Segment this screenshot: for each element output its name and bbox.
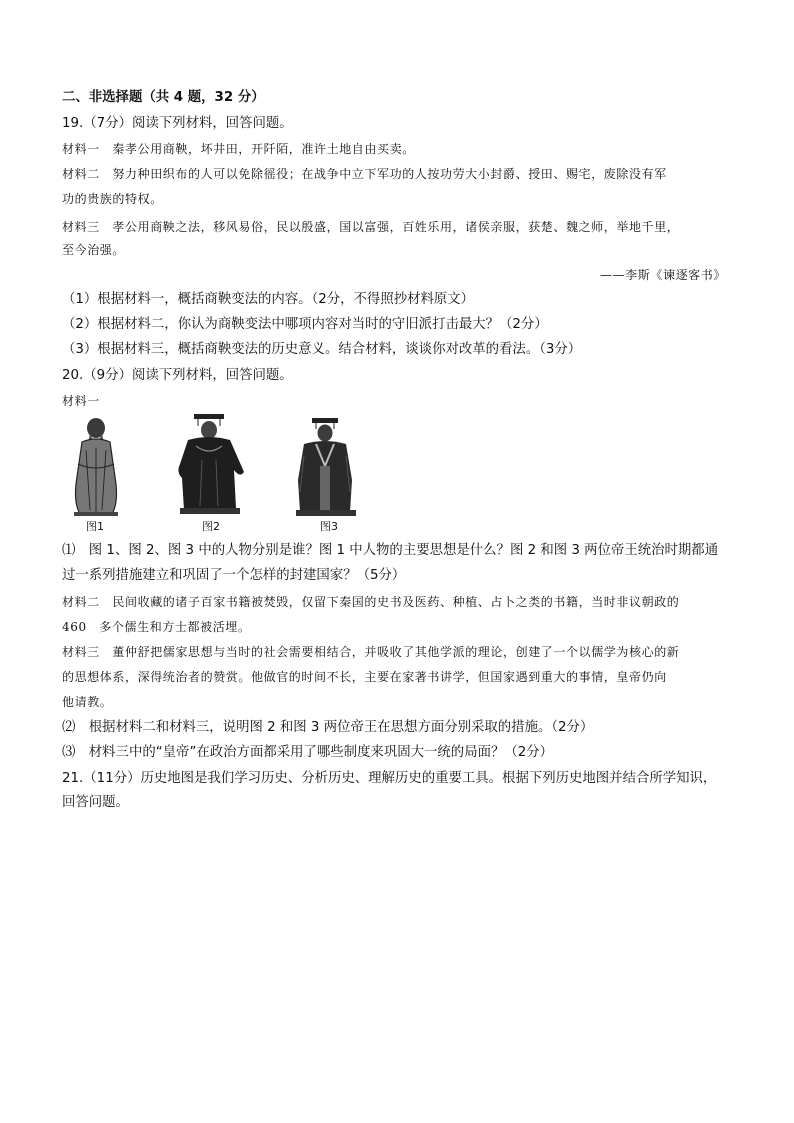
- figure-2-image: [172, 412, 248, 518]
- q20-material-2-line2: 460 多个儒生和方士都被活埋。: [62, 620, 251, 634]
- q19-source: ——李斯《谏逐客书》: [599, 268, 726, 282]
- q20-material-1-label: 材料一: [62, 394, 100, 408]
- q20-sub-question-1-line1: ⑴ 图 1、图 2、图 3 中的人物分别是谁？图 1 中人物的主要思想是什么？图 2 和图 3 两位帝王统治时期都通: [62, 543, 719, 558]
- q20-stem: 20.（9分）阅读下列材料，回答问题。: [62, 368, 293, 383]
- q19-material-2-line2: 功的贵族的特权。: [62, 192, 163, 206]
- q20-sub-question-1-line2: 过一系列措施建立和巩固了一个怎样的封建国家？（5分）: [62, 568, 406, 583]
- q20-sub-question-3: ⑶ 材料三中的“皇帝”在政治方面都采用了哪些制度来巩固大一统的局面？（2分）: [62, 745, 554, 760]
- figure-3-image: [290, 416, 362, 518]
- q19-material-3-line2: 至今治强。: [62, 243, 126, 257]
- q20-material-3-line1: 材料三 董仲舒把儒家思想与当时的社会需要相结合，并吸收了其他学派的理论，创建了一个以儒学为核心的新: [62, 645, 680, 659]
- q19-stem: 19.（7分）阅读下列材料，回答问题。: [62, 116, 293, 131]
- portrait-figures: [64, 412, 374, 536]
- q19-material-3-line1: 材料三 孝公用商鞅之法，移风易俗，民以殷盛，国以富强，百姓乐用，诸侯亲服，获楚、魏之师，举地千里，: [62, 220, 680, 234]
- figure-2-caption: 图2: [202, 520, 220, 533]
- figure-3-caption: 图3: [320, 520, 338, 533]
- q20-sub-question-2: ⑵ 根据材料二和材料三，说明图 2 和图 3 两位帝王在思想方面分别采取的措施。（2分）: [62, 720, 594, 735]
- q20-material-2-line1: 材料二 民间收藏的诸子百家书籍被焚毁，仅留下秦国的史书及医药、种植、占卜之类的书籍，当时非议朝政的: [62, 595, 680, 609]
- q19-sub-question-1: （1）根据材料一，概括商鞅变法的内容。（2分，不得照抄材料原文）: [62, 292, 475, 307]
- q21-stem-line1: 21.（11分）历史地图是我们学习历史、分析历史、理解历史的重要工具。根据下列历史地图并结合所学知识，: [62, 771, 717, 786]
- q20-material-3-line2: 的思想体系，深得统治者的赞赏。他做官的时间不长，主要在家著书讲学，但国家遇到重大的事情，皇帝仍向: [62, 670, 667, 684]
- q19-material-1: 材料一 秦孝公用商鞅，坏井田，开阡陌，准许土地自由买卖。: [62, 142, 415, 156]
- q21-stem-line2: 回答问题。: [62, 795, 129, 810]
- section-header: 二、非选择题（共 4 题，32 分）: [62, 90, 265, 105]
- q19-material-2-line1: 材料二 努力种田织布的人可以免除徭役；在战争中立下军功的人按功劳大小封爵、授田、赐宅，废除没有军: [62, 167, 667, 181]
- q20-material-3-line3: 他请教。: [62, 695, 113, 709]
- q19-sub-question-2: （2）根据材料二，你认为商鞅变法中哪项内容对当时的守旧派打击最大？（2分）: [62, 317, 548, 332]
- figure-1-caption: 图1: [86, 520, 104, 533]
- figure-1-image: [68, 414, 124, 518]
- q19-sub-question-3: （3）根据材料三，概括商鞅变法的历史意义。结合材料，谈谈你对改革的看法。（3分）: [62, 342, 582, 357]
